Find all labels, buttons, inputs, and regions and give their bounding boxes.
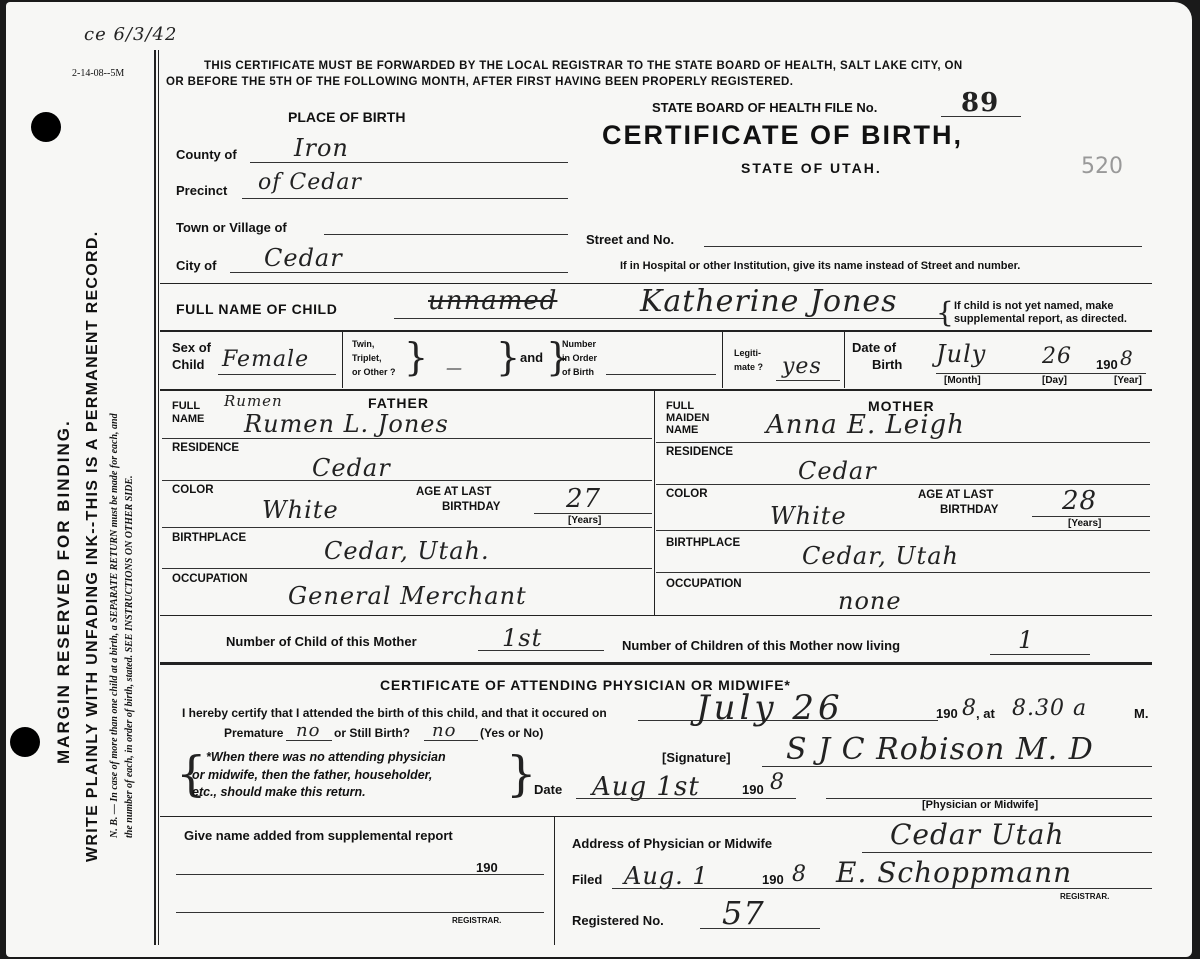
form-border-left: [154, 50, 156, 945]
address-line: [862, 852, 1152, 853]
filed-year: 8: [792, 862, 807, 887]
father-age: 27: [566, 484, 602, 514]
filed-label: Filed: [572, 872, 603, 887]
premature-label: Premature: [224, 726, 284, 740]
sex-label-2: Child: [172, 357, 205, 372]
name-brace: {: [936, 296, 954, 329]
certificate-title: CERTIFICATE OF BIRTH,: [602, 120, 963, 150]
father-full-label: FULL: [172, 400, 201, 412]
year-caption: [Year]: [1114, 375, 1142, 386]
supplemental-registrar-line: [176, 912, 544, 913]
form-code: 2-14-08--5M: [72, 68, 125, 79]
mother-age-label-1: AGE AT LAST: [918, 489, 994, 501]
father-name-insert: Rumen: [224, 392, 283, 410]
father-color: White: [262, 496, 339, 524]
mother-birthplace-line: [656, 572, 1150, 573]
registered-number: 57: [722, 894, 765, 932]
father-age-line: [534, 513, 652, 514]
county-value: Iron: [294, 134, 349, 162]
no-physician-note-1: *When there was no attending physician: [206, 750, 446, 764]
rule-below-child-row: [160, 389, 1152, 391]
file-number-label: STATE BOARD OF HEALTH FILE No.: [652, 100, 878, 115]
nb-note-line-1: N. B. — In case of more than one child at a birth, a SEPARATE RETURN must be made for each, and: [109, 413, 120, 838]
mother-years-caption: [Years]: [1068, 518, 1102, 529]
children-living-label: Number of Children of this Mother now living: [622, 638, 901, 653]
dob-label-1: Date of: [852, 340, 897, 355]
day-caption: [Day]: [1042, 375, 1068, 386]
father-color-label: COLOR: [172, 484, 214, 496]
dob-day: 26: [1042, 344, 1072, 369]
sex-divider: [342, 332, 343, 388]
return-year-prefix: 190: [742, 782, 764, 797]
mother-name: Anna E. Leigh: [766, 410, 965, 440]
note-brace-close: }: [506, 746, 537, 802]
mother-heading: MOTHER: [868, 398, 935, 414]
father-age-label-1: AGE AT LAST: [416, 486, 492, 498]
legit-line: [776, 380, 840, 381]
father-age-label-2: BIRTHDAY: [442, 501, 501, 513]
child-number-label: Number of Child of this Mother: [226, 634, 417, 649]
children-living: 1: [1018, 626, 1035, 654]
filed-mark: ce 6/3/42: [84, 24, 178, 45]
premature-line: [286, 740, 332, 741]
rule-above-physician: [160, 662, 1152, 665]
twin-brace-close: }: [496, 335, 521, 379]
mother-birthplace: Cedar, Utah: [802, 542, 959, 570]
note-brace-open: {: [176, 746, 207, 802]
certify-m-label: M.: [1134, 706, 1149, 721]
certify-statement: I hereby certify that I attended the birth of this child, and that it occured on: [182, 706, 607, 720]
still-birth-line: [424, 740, 478, 741]
registrar-signature: E. Schoppmann: [836, 856, 1073, 889]
hospital-note: If in Hospital or other Institution, give its name instead of Street and number.: [620, 260, 1021, 272]
nb-note-line-2: the number of each, in order of birth, stated. SEE INSTRUCTIONS ON OTHER SIDE.: [124, 475, 135, 838]
mother-color: White: [770, 502, 847, 530]
mother-color-line: [656, 530, 1150, 531]
sex-label-1: Sex of: [172, 340, 212, 355]
still-birth-value: no: [432, 720, 457, 741]
order-label-1: Number: [562, 339, 597, 349]
county-line: [250, 162, 568, 163]
supplemental-label: Give name added from supplemental report: [184, 828, 453, 843]
father-name-line: [162, 438, 652, 439]
file-number: 89: [961, 88, 1000, 118]
certify-year: 8: [962, 696, 977, 721]
order-label-2: in Order: [562, 353, 598, 363]
return-date-line: [576, 798, 796, 799]
birth-certificate: [6, 2, 1192, 957]
supplemental-registrar-caption: REGISTRAR.: [452, 916, 502, 925]
legit-divider: [722, 332, 723, 388]
mother-age-label-2: BIRTHDAY: [940, 504, 999, 516]
mother-maiden-label: MAIDEN: [666, 412, 710, 424]
address-label: Address of Physician or Midwife: [572, 836, 773, 851]
town-line: [324, 234, 568, 235]
dob-month: July: [936, 340, 987, 368]
twin-brace: }: [404, 335, 429, 379]
filed-date: Aug. 1: [624, 862, 709, 890]
father-color-line: [162, 527, 652, 528]
legit-label-2: mate ?: [734, 362, 764, 372]
rule-above-filing: [160, 816, 1152, 817]
premature-value: no: [296, 720, 321, 741]
precinct-value: of Cedar: [258, 170, 362, 195]
sex-line: [218, 374, 336, 375]
registrar-caption: REGISTRAR.: [1060, 892, 1110, 901]
form-border-left-inner: [158, 50, 159, 945]
precinct-label: Precinct: [176, 183, 228, 198]
legitimate-value: yes: [782, 354, 822, 379]
return-year: 8: [770, 770, 785, 795]
physician-address: Cedar Utah: [890, 818, 1065, 851]
mother-age: 28: [1062, 486, 1098, 516]
city-value: Cedar: [264, 244, 343, 272]
binding-margin-note: MARGIN RESERVED FOR BINDING.: [54, 419, 73, 764]
binding-hole-top: [31, 112, 61, 142]
street-line: [704, 246, 1142, 247]
child-sex: Female: [222, 347, 310, 372]
street-label: Street and No.: [586, 232, 675, 247]
father-birthplace: Cedar, Utah.: [324, 537, 490, 565]
dob-line: [936, 373, 1146, 374]
twin-value: —: [446, 358, 463, 377]
certify-date-label: Date: [534, 782, 563, 797]
father-residence-line: [162, 480, 652, 481]
place-of-birth-heading: PLACE OF BIRTH: [288, 109, 406, 125]
father-years-caption: [Years]: [568, 515, 602, 526]
forwarding-notice-line-2: OR BEFORE THE 5TH OF THE FOLLOWING MONTH, AFTER FIRST HAVING BEEN PROPERLY REGISTERED.: [166, 76, 794, 88]
order-line: [606, 374, 716, 375]
father-occupation-label: OCCUPATION: [172, 573, 248, 585]
children-living-line: [990, 654, 1090, 655]
city-label: City of: [176, 258, 217, 273]
mother-full-label: FULL: [666, 400, 695, 412]
state-label: STATE OF UTAH.: [741, 160, 882, 176]
father-residence-label: RESIDENCE: [172, 442, 240, 454]
father-name-label: NAME: [172, 413, 205, 425]
supplemental-note-2: supplemental report, as directed.: [954, 313, 1127, 325]
and-label: and: [520, 350, 544, 365]
mother-residence-line: [656, 484, 1150, 485]
certify-date: July 26: [696, 688, 844, 728]
father-name: Rumen L. Jones: [244, 410, 449, 438]
mother-residence-label: RESIDENCE: [666, 446, 734, 458]
certify-at-label: , at: [976, 706, 995, 721]
physician-role-caption: [Physician or Midwife]: [922, 799, 1039, 811]
mother-name-line: [656, 442, 1150, 443]
rule-above-child-row: [160, 330, 1152, 332]
mother-color-label: COLOR: [666, 488, 708, 500]
mother-occupation-label: OCCUPATION: [666, 578, 742, 590]
binding-hole-bottom: [10, 727, 40, 757]
supplemental-year-prefix: 190: [476, 860, 498, 875]
father-birthplace-label: BIRTHPLACE: [172, 532, 247, 544]
yes-no-caption: (Yes or No): [480, 726, 544, 740]
registered-number-label: Registered No.: [572, 913, 664, 928]
father-heading: FATHER: [368, 395, 429, 411]
mother-birthplace-label: BIRTHPLACE: [666, 537, 741, 549]
permanent-ink-note: WRITE PLAINLY WITH UNFADING INK--THIS IS A PERMANENT RECORD.: [84, 230, 101, 862]
child-full-name: Katherine Jones: [640, 284, 898, 319]
no-physician-note-3: etc., should make this return.: [192, 785, 366, 799]
dob-label-2: Birth: [872, 357, 903, 372]
filing-divider: [554, 817, 555, 945]
physician-heading: CERTIFICATE OF ATTENDING PHYSICIAN OR MIDWIFE*: [380, 677, 791, 693]
return-date: Aug 1st: [592, 772, 700, 802]
child-name-struck: unnamed: [428, 286, 558, 316]
month-caption: [Month]: [944, 375, 981, 386]
father-occupation: General Merchant: [288, 582, 527, 610]
twin-label-3: or Other ?: [352, 367, 396, 377]
no-physician-note-2: or midwife, then the father, householder,: [192, 768, 433, 782]
father-birthplace-line: [162, 568, 652, 569]
child-full-name-label: FULL NAME OF CHILD: [176, 301, 338, 317]
supplemental-note-1: If child is not yet named, make: [954, 300, 1114, 312]
dob-year-prefix: 190: [1096, 357, 1118, 372]
precinct-line: [242, 198, 568, 199]
dob-divider: [844, 332, 845, 388]
legit-label-1: Legiti-: [734, 348, 761, 358]
town-label: Town or Village of: [176, 220, 287, 235]
mother-residence: Cedar: [798, 457, 877, 485]
child-number: 1st: [502, 624, 543, 652]
pencil-number: 520: [1081, 154, 1123, 179]
certify-year-prefix: 190: [936, 706, 958, 721]
father-residence: Cedar: [312, 454, 391, 482]
order-brace: }: [546, 335, 571, 379]
forwarding-notice-line-1: THIS CERTIFICATE MUST BE FORWARDED BY THE LOCAL REGISTRAR TO THE STATE BOARD OF HEALTH, SALT LAKE CITY, ON: [204, 60, 963, 72]
twin-label-1: Twin,: [352, 339, 375, 349]
city-line: [230, 272, 568, 273]
signature-label: [Signature]: [662, 750, 731, 765]
mother-age-line: [1032, 516, 1150, 517]
parents-divider: [654, 391, 655, 615]
certify-time: 8.30 a: [1012, 696, 1088, 721]
mother-occupation: none: [838, 587, 902, 615]
physician-signature: S J C Robison M. D: [786, 732, 1094, 767]
rule-below-parents: [160, 615, 1152, 616]
county-label: County of: [176, 147, 237, 162]
still-birth-label: or Still Birth?: [334, 726, 410, 740]
mother-name-label: NAME: [666, 424, 699, 436]
order-label-3: of Birth: [562, 367, 594, 377]
filed-year-prefix: 190: [762, 872, 784, 887]
dob-year: 8: [1120, 346, 1134, 370]
twin-label-2: Triplet,: [352, 353, 382, 363]
